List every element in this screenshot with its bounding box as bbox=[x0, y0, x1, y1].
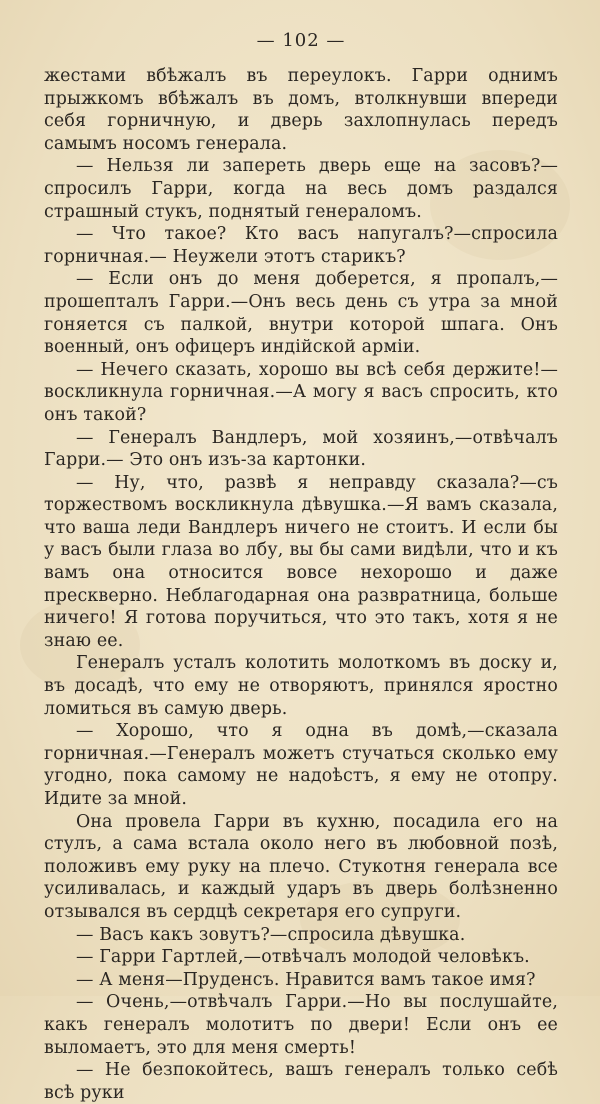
paragraph: — Если онъ до меня доберется, я пропалъ,—прошепталъ Гарри.—Онъ весь день съ утра за мной гоняется съ палкой, внутри которой шпага. Онъ военный, онъ офицеръ индійской арміи. bbox=[44, 269, 558, 358]
paragraph: — Гарри Гартлей,—отвѣчалъ молодой человѣкъ. bbox=[76, 947, 530, 968]
paragraph: — Васъ какъ зовутъ?—спросила дѣвушка. bbox=[76, 924, 466, 945]
paragraph: — А меня—Пруденсъ. Нравится вамъ такое имя? bbox=[76, 969, 536, 990]
paragraph: — Не безпокойтесь, вашъ генералъ только себѣ всѣ руки bbox=[44, 1060, 558, 1103]
page-number: — 102 — bbox=[256, 30, 346, 51]
book-page bbox=[44, 30, 558, 1104]
paragraph: — Нечего сказать, хорошо вы всѣ себя держите!—воскликнула горничная.—А могу я васъ спросить, кто онъ такой? bbox=[44, 359, 558, 425]
paragraph: — Генералъ Вандлеръ, мой хозяинъ,—отвѣчалъ Гарри.— Это онъ изъ-за картонки. bbox=[44, 427, 558, 471]
paragraph: Генералъ усталъ колотить молоткомъ въ доску и, въ досадѣ, что ему не отворяютъ, принялся яростно ломиться въ самую дверь. bbox=[44, 653, 558, 719]
paragraph: Она провела Гарри въ кухню, посадила его на стулъ, а сама встала около него въ любовной позѣ, положивъ ему руку на плечо. Стукотня генерала все усиливалась, и каждый ударъ въ дверь болѣзненно отзывался въ сердцѣ секретаря его супруги. bbox=[44, 811, 558, 922]
paragraph: — Что такое? Кто васъ напугалъ?—спросила горничная.— Неужели этотъ старикъ? bbox=[44, 224, 558, 267]
paragraph: — Ну, что, развѣ я неправду сказала?—съ торжествомъ воскликнула дѣвушка.—Я вамъ сказала, что ваша леди Вандлеръ ничего не стоитъ. И если бы у васъ были глаза во лбу, вы бы сами видѣли, что и къ вамъ она относится вовсе нехорошо и даже прескверно. Неблагодарная она развратница, больше ничего! Я готова поручиться, что это такъ, хотя я не знаю ее. bbox=[44, 472, 558, 651]
paragraph: — Нельзя ли запереть дверь еще на засовъ?—спросилъ Гарри, когда на весь домъ раздался страшный стукъ, поднятый генераломъ. bbox=[44, 156, 558, 222]
paragraph: — Очень,—отвѣчалъ Гарри.—Но вы послушайте, какъ генералъ молотитъ по двери! Если онъ ее выломаетъ, это для меня смерть! bbox=[44, 992, 558, 1058]
paragraph-continuation: жестами вбѣжалъ въ переулокъ. Гарри однимъ прыжкомъ вбѣжалъ въ домъ, втолкнувши впереди себя горничную, и дверь захлопнулась передъ самымъ носомъ генерала. bbox=[44, 66, 558, 154]
paragraph: — Хорошо, что я одна въ домѣ,—сказала горничная.—Генералъ можетъ стучаться сколько ему угодно, пока самому не надоѣстъ, я ему не отопру. Идите за мной. bbox=[44, 721, 558, 809]
